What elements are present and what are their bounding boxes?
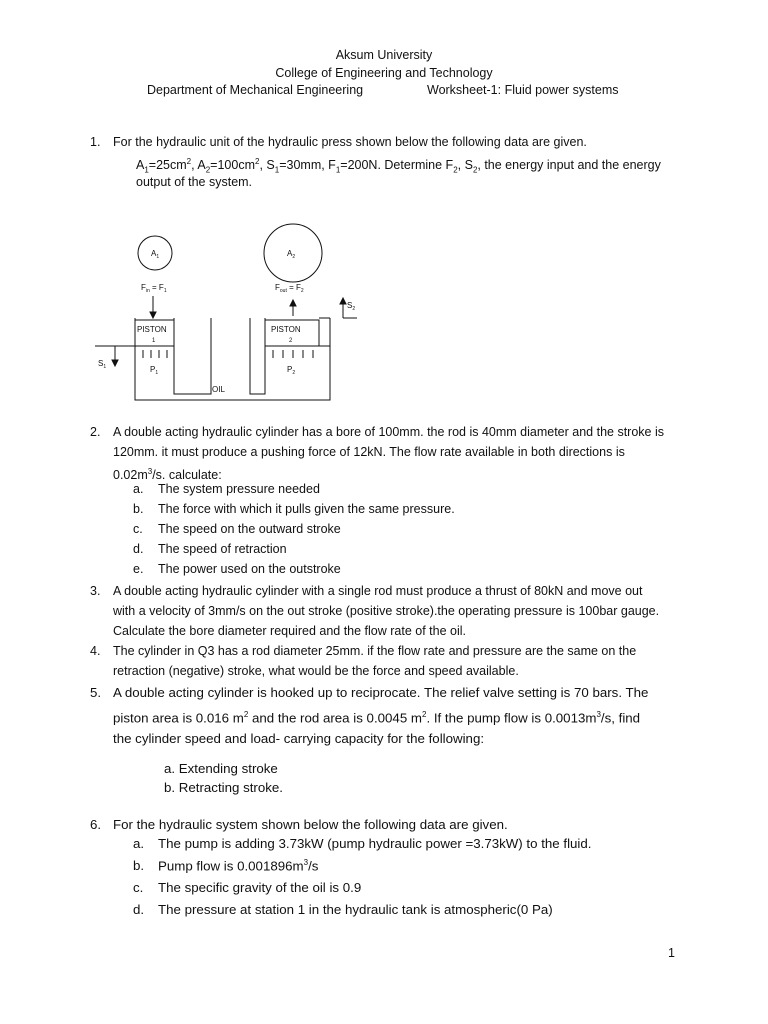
question-text-line: piston area is 0.016 $m^2$ and the rod area is 0.0045 $m^2$. If the pump flow is $0.0013m^3/s$, find <box>113 709 641 725</box>
arrow-fout-head <box>290 300 296 306</box>
piston-1-number: 1 <box>152 338 156 344</box>
label-p2: $P_2$ <box>287 365 296 376</box>
question-text-line: The cylinder in Q3 has a rod diameter 25mm. if the flow rate and pressure are the same on the <box>113 644 637 658</box>
area-a2-circle <box>264 224 322 282</box>
piston-1-label: PISTON <box>137 325 167 334</box>
question-text-line: 120mm. it must produce a pushing force of 12kN. The flow rate available in both directions is <box>113 445 625 459</box>
pressure-arrows-2 <box>273 350 313 358</box>
worksheet-title: Worksheet-1: Fluid power systems <box>427 83 619 97</box>
pressure-arrows-1 <box>143 350 167 358</box>
label-fin: $F_{in} = F_1$ <box>141 283 167 294</box>
list-item: a. The system pressure needed <box>133 482 320 496</box>
question-text-line: A double acting hydraulic cylinder has a bore of 100mm. the rod is 40mm diameter and the stroke is <box>113 425 664 439</box>
hydraulic-press-diagram <box>95 218 375 403</box>
question-2-subitems <box>133 482 633 582</box>
s1-arrow-head <box>112 360 118 366</box>
question-text-line: A double acting cylinder is hooked up to reciprocate. The relief valve setting is 70 bars. The <box>113 685 649 700</box>
list-item: e. The power used on the outstroke <box>133 562 341 576</box>
arrow-fin-head <box>150 312 156 318</box>
question-text-line: $0.02m^3/s$. calculate: <box>113 467 222 483</box>
page-number: 1 <box>668 946 675 960</box>
s2-arrow-head <box>340 298 346 304</box>
list-item: c. The specific gravity of the oil is 0.9 <box>133 880 362 895</box>
college-name: College of Engineering and Technology <box>275 66 493 80</box>
question-5 <box>90 682 690 750</box>
question-1-line-3: output of the system. <box>136 175 253 189</box>
question-6 <box>90 814 690 836</box>
question-5-item-a: a. Extending stroke <box>164 761 278 776</box>
question-number: 5. <box>90 685 102 700</box>
question-text-line: with a velocity of 3mm/s on the out stroke (positive stroke).the operating pressure is 100bar gauge. <box>113 604 660 618</box>
question-number: 6. <box>90 817 102 832</box>
list-item: b. Pump flow is $0.001896m^3/s$ <box>133 858 319 874</box>
question-number: 4. <box>90 644 101 658</box>
question-1-givens: $A_1=25cm^2$, $A_2=100cm^2$, $S_1=30mm$, $F_1=200N$. Determine $F_2$, $S_2$, the energy input and the energy <box>136 157 661 175</box>
list-item: d. The speed of retraction <box>133 542 287 556</box>
list-item: a. The pump is adding 3.73kW (pump hydraulic power =3.73kW) to the fluid. <box>133 836 592 851</box>
label-s1: $S_1$ <box>98 359 107 370</box>
piston-2-number: 2 <box>289 338 293 344</box>
question-number: 3. <box>90 584 101 598</box>
list-item: b. The force with which it pulls given the same pressure. <box>133 502 455 516</box>
list-item: c. The speed on the outward stroke <box>133 522 341 536</box>
label-s2: $S_2$ <box>347 301 356 312</box>
label-a1: $A_1$ <box>151 249 160 260</box>
question-text-line: the cylinder speed and load- carrying capacity for the following: <box>113 731 485 747</box>
department-name: Department of Mechanical Engineering <box>147 83 364 97</box>
u-tube-inner <box>174 318 265 394</box>
question-1 <box>90 132 690 152</box>
label-oil: OIL <box>212 385 225 394</box>
label-fout: $F_{out} = F_2$ <box>275 283 304 294</box>
question-text-line: Calculate the bore diameter required and the flow rate of the oil. <box>113 624 466 638</box>
question-number: 2. <box>90 425 101 439</box>
list-item: d. The pressure at station 1 in the hydraulic tank is atmospheric(0 Pa) <box>133 902 553 917</box>
question-3 <box>90 581 690 641</box>
question-4 <box>90 641 690 681</box>
question-6-subitems <box>133 836 693 926</box>
question-5-item-b: b. Retracting stroke. <box>164 780 283 795</box>
question-text-line: A double acting hydraulic cylinder with a single rod must produce a thrust of 80kN and move out <box>113 584 643 598</box>
question-number: 1. <box>90 135 101 149</box>
question-text-line: For the hydraulic system shown below the following data are given. <box>113 817 508 832</box>
question-text-line: retraction (negative) stroke, what would be the force and speed available. <box>113 664 519 678</box>
label-a2: $A_2$ <box>287 249 296 260</box>
label-p1: $P_1$ <box>150 365 159 376</box>
question-text-line: For the hydraulic unit of the hydraulic press shown below the following data are given. <box>113 135 587 149</box>
question-2 <box>90 422 690 485</box>
piston-2-label: PISTON <box>271 325 301 334</box>
university-name: Aksum University <box>335 48 433 62</box>
